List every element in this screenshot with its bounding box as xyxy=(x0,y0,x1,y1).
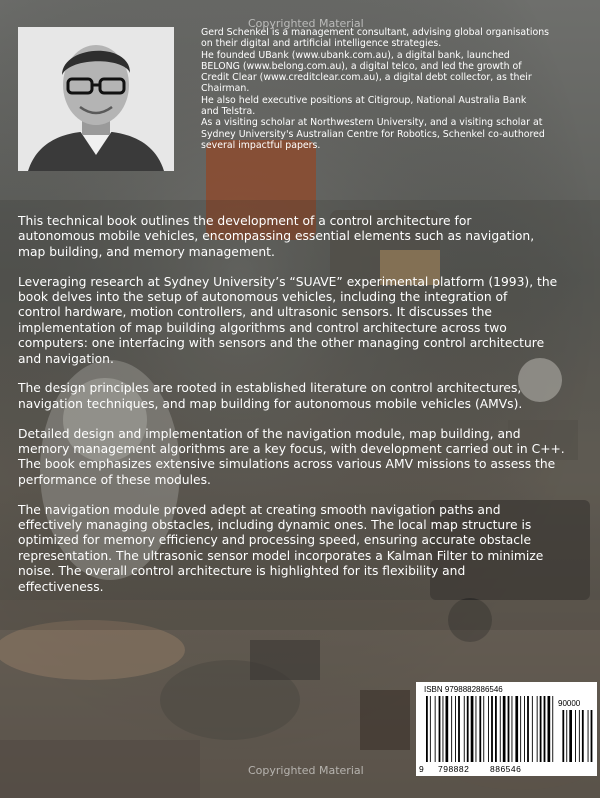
book-description xyxy=(18,214,586,609)
text-line: The design principles are rooted in established literature on control architectures, xyxy=(18,381,522,396)
text-line: navigation techniques, and map building for autonomous mobile vehicles (AMVs). xyxy=(18,396,523,411)
text-line: The book emphasizes extensive simulations across various AMV missions to assess the xyxy=(18,457,556,472)
bio-line: Sydney University's Australian Centre for Robotics, Schenkel co-authored xyxy=(201,128,545,140)
text-line: control hardware, motion controllers, and ultrasonic sensors. It discusses the xyxy=(18,305,492,320)
text-line: This technical book outlines the development of a control architecture for xyxy=(18,214,472,228)
bio-line: Chairman. xyxy=(201,83,250,95)
text-line: memory management algorithms are a key focus, with development carried out in C++. xyxy=(18,442,565,457)
price-code: 90000 xyxy=(558,699,581,708)
text-line: The navigation module proved adept at creating smooth navigation paths and xyxy=(18,502,501,517)
watermark-bottom: Copyrighted Material xyxy=(248,764,364,777)
barcode-bars xyxy=(416,682,597,776)
bio-line: As a visiting scholar at Northwestern University, and a visiting scholar at xyxy=(201,117,543,129)
text-line: effectively managing obstacles, including dynamic ones. The local map structure is xyxy=(18,518,532,533)
text-line: map building, and memory management. xyxy=(18,244,275,259)
isbn-digits-group-1: 798882 xyxy=(438,764,470,774)
description-paragraph-5 xyxy=(18,503,586,595)
text-line: and navigation. xyxy=(18,351,114,366)
text-line: optimized for memory efficiency and processing speed, ensuring accurate obstacle xyxy=(18,533,532,548)
text-line: implementation of map building algorithms and control architecture across two xyxy=(18,320,507,335)
text-line: noise. The overall control architecture is highlighted for its flexibility and xyxy=(18,564,466,579)
bio-line: He also held executive positions at Citigroup, National Australia Bank xyxy=(201,94,527,106)
bio-line: Credit Clear (www.creditclear.com.au), a digital debt collector, as their xyxy=(201,72,532,84)
text-line: performance of these modules. xyxy=(18,472,211,487)
text-line: representation. The ultrasonic sensor model incorporates a Kalman Filter to minimize xyxy=(18,548,544,563)
text-line: computers: one interfacing with sensors and the other managing control architecture xyxy=(18,336,545,351)
bio-line: BELONG (www.belong.com.au), a digital telco, and led the growth of xyxy=(201,60,522,72)
text-line: Detailed design and implementation of the navigation module, map building, and xyxy=(18,426,521,441)
isbn-label: ISBN 9798882886546 xyxy=(424,685,503,694)
text-line: effectiveness. xyxy=(18,579,104,594)
description-paragraph-3 xyxy=(18,381,586,412)
watermark-top: Copyrighted Material xyxy=(248,17,364,30)
isbn-digit-lead: 9 xyxy=(419,764,424,774)
text-line: Leveraging research at Sydney University’s “SUAVE” experimental platform (1993), the xyxy=(18,274,558,289)
bio-line: and Telstra. xyxy=(201,106,256,118)
isbn-barcode-box xyxy=(416,682,597,776)
description-paragraph-4 xyxy=(18,427,586,489)
bio-line: He founded UBank (www.ubank.com.au), a digital bank, launched xyxy=(201,49,510,61)
isbn-digits-group-2: 886546 xyxy=(490,764,522,774)
text-line: book delves into the setup of autonomous vehicles, including the integration of xyxy=(18,290,508,305)
bio-line: several impactful papers. xyxy=(201,139,321,151)
description-paragraph-1 xyxy=(18,214,586,260)
author-portrait-image xyxy=(18,27,174,171)
author-bio xyxy=(201,27,591,151)
description-paragraph-2 xyxy=(18,275,586,367)
bio-line: Gerd Schenkel is a management consultant, advising global organisations xyxy=(201,27,550,38)
author-photo xyxy=(18,27,174,171)
bio-line: on their digital and artificial intelligence strategies. xyxy=(201,38,442,50)
text-line: autonomous mobile vehicles, encompassing essential elements such as navigation, xyxy=(18,229,535,244)
